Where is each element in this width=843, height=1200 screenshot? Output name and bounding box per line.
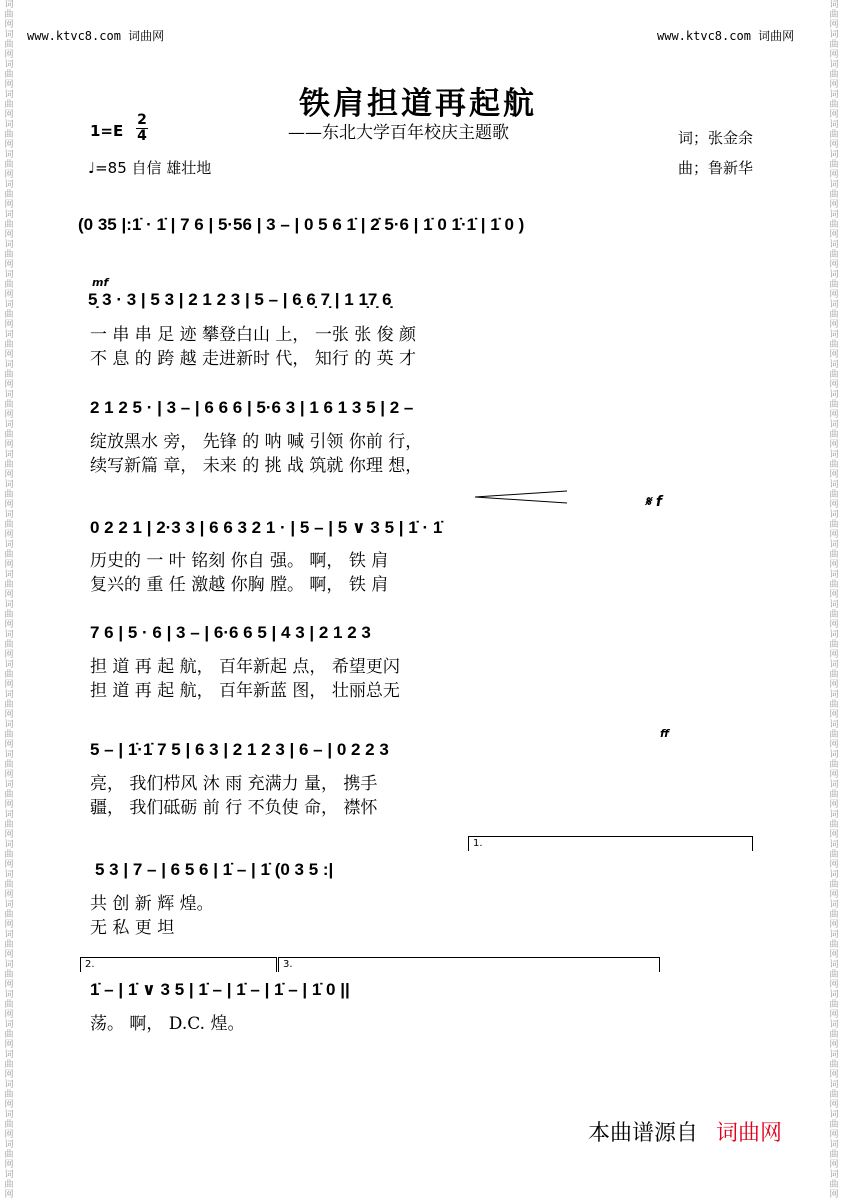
site-url: www.ktvc8.com	[657, 29, 751, 43]
decrescendo-mark	[475, 490, 570, 504]
composer: 曲；鲁新华	[678, 159, 754, 177]
volta-label-3: 3.	[283, 959, 293, 970]
mood: 自信 雄壮地	[131, 159, 212, 177]
volta-bracket-1	[468, 836, 753, 851]
time-bottom: 4	[137, 128, 147, 144]
left-watermark-strip: 词曲网词曲网词曲网词曲网词曲网词曲网词曲网词曲网词曲网词曲网词曲网词曲网词曲网词曲网词曲网词曲网词曲网词曲网词曲网词曲网词曲网词曲网词曲网词曲网词曲网词曲网词曲网词曲网词曲网词曲网词曲网词曲网词曲网词曲网词曲网词曲网词曲网词曲网词曲网词曲网	[4, 0, 14, 1200]
segno-forte: 𝄋 f	[645, 494, 662, 510]
credit-brand-link[interactable]: 词曲网	[716, 1121, 783, 1146]
site-name: 词曲网	[758, 29, 795, 43]
volta-label-2: 2.	[85, 959, 95, 970]
dynamic-ff: ff	[660, 727, 670, 740]
site-url: www.ktvc8.com	[27, 29, 121, 43]
lyrics-row-6-verse-2: 疆， 我们砥砺 前 行 不负使 命， 襟怀	[90, 798, 378, 818]
site-label-right	[657, 27, 794, 44]
lyrics-row-7-verse-1: 共 创 新 辉 煌。	[90, 894, 214, 914]
lyrics-row-3-verse-1: 绽放黑水 旁， 先锋 的 呐 喊 引领 你前 行，	[90, 432, 423, 452]
notation-row-4: 0 2 2 1 | 2·3 3 | 6 6 3 2 1 · | 5 – | 5 ∨ 3 5 | 1̇ · 1̇	[90, 518, 443, 537]
notation-row-5: 7 6 | 5 · 6 | 3 – | 6·6 6 5 | 4 3 | 2 1 2 3	[90, 623, 371, 642]
lyrics-row-8: 荡。 啊， D.C. 煌。	[90, 1014, 245, 1034]
lyrics-row-4-verse-1: 历史的 一 叶 铭刻 你自 强。 啊， 铁 肩	[90, 551, 389, 571]
song-title: 铁肩担道再起航	[299, 86, 537, 122]
lyrics-row-6-verse-1: 亮， 我们栉风 沐 雨 充满力 量， 携手	[90, 774, 378, 794]
credit-text: 本曲谱源自	[588, 1121, 699, 1146]
tempo-line	[88, 157, 211, 178]
lyrics-row-2-verse-2: 不 息 的 跨 越 走进新时 代， 知行 的 英 才	[90, 349, 417, 369]
lyrics-row-4-verse-2: 复兴的 重 任 激越 你胸 膛。 啊， 铁 肩	[90, 575, 389, 595]
song-subtitle: ——东北大学百年校庆主题歌	[288, 123, 509, 143]
lyrics-row-2-verse-1: 一 串 串 足 迹 攀登白山 上， 一张 张 俊 颜	[90, 325, 417, 345]
time-top: 2	[137, 112, 147, 128]
notation-row-3: 2 1 2 5 · | 3 – | 6 6 6 | 5·6 3 | 1 6 1 3 5 | 2 –	[90, 398, 414, 417]
volta-label-1: 1.	[473, 838, 483, 849]
lyrics-row-3-verse-2: 续写新篇 章， 未来 的 挑 战 筑就 你理 想，	[90, 456, 423, 476]
time-signature	[136, 113, 148, 144]
notation-row-2: 5̣ 3 · 3 | 5 3 | 2 1 2 3 | 5 – | 6̣ 6̣ 7̣ | 1 1̣7̣ 6̣	[88, 290, 392, 309]
right-watermark-strip: 词曲网词曲网词曲网词曲网词曲网词曲网词曲网词曲网词曲网词曲网词曲网词曲网词曲网词曲网词曲网词曲网词曲网词曲网词曲网词曲网词曲网词曲网词曲网词曲网词曲网词曲网词曲网词曲网词曲网词曲网词曲网词曲网词曲网词曲网词曲网词曲网词曲网词曲网词曲网词曲网	[829, 0, 839, 1200]
key-signature: 1=E	[90, 122, 124, 140]
lyricist: 词；张金余	[678, 129, 754, 147]
notation-row-7: 5 3 | 7 – | 6 5 6 | 1̇ – | 1̇ (0 3 5 :|	[95, 860, 334, 879]
tempo-value: =85	[95, 159, 127, 177]
notation-row-6: 5 – | 1̇·1̇ 7 5 | 6 3 | 2 1 2 3 | 6 – | 0 2 2 3	[90, 740, 389, 759]
source-credit	[588, 1116, 782, 1147]
dynamic-mf: mf	[92, 276, 109, 289]
lyrics-row-5-verse-1: 担 道 再 起 航， 百年新起 点， 希望更闪	[90, 657, 400, 677]
lyrics-row-5-verse-2: 担 道 再 起 航， 百年新蓝 图， 壮丽总无	[90, 681, 400, 701]
volta-bracket-3	[278, 957, 660, 972]
site-name: 词曲网	[128, 29, 165, 43]
volta-bracket-2	[80, 957, 277, 972]
quarter-note-icon: ♩	[88, 159, 96, 177]
notation-row-1: (0 35 |:1̇ · 1̇ | 7 6 | 5·56 | 3 – | 0 5 6 1̇ | 2̇ 5·6 | 1̇ 0 1̇·1̇ | 1̇ 0 )	[78, 215, 525, 234]
site-label-left	[27, 27, 164, 44]
notation-row-8: 1̇ – | 1̇ ∨ 3 5 | 1̇ – | 1̇ – | 1̇ – | 1̇ 0 ||	[90, 980, 350, 999]
lyrics-row-7-verse-2: 无 私 更 坦	[90, 918, 175, 938]
